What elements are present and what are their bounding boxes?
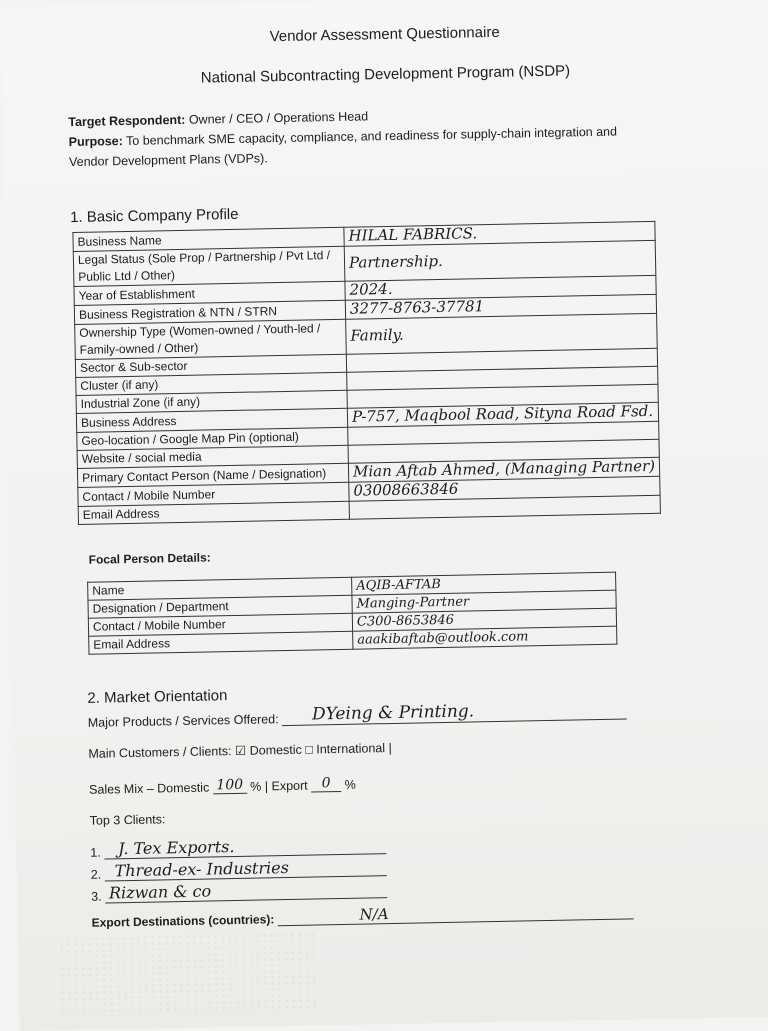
field-label: Ownership Type (Women-owned / Youth-led / Family-owned / Other) [75, 319, 347, 359]
field-label: Email Address [89, 631, 353, 654]
domestic-option: Domestic [249, 742, 302, 758]
focal-heading: Focal Person Details: [88, 550, 211, 567]
export-label: Export Destinations (countries): [91, 912, 275, 930]
products-field [282, 701, 627, 726]
handwritten-entry: Mian Aftab Ahmed, (Managing Partner) [352, 456, 656, 481]
sales-end-label: % [344, 777, 356, 792]
program-title: National Subcontracting Development Program (NSDP) [200, 62, 571, 87]
sales-domestic-value: 100 [213, 777, 247, 795]
company-profile-table [72, 221, 661, 525]
sales-export-value: 0 [311, 775, 341, 793]
handwritten-entry: P-757, Maqbool Road, Sityna Road Fsd. [351, 401, 654, 426]
intro-block [68, 101, 669, 173]
field-label: Business Name [73, 227, 344, 251]
field-label: Primary Contact Person (Name / Designation) [77, 463, 348, 487]
purpose-line-2: Vendor Development Plans (VDPs). [68, 151, 268, 170]
international-option: International | [316, 740, 392, 757]
field-label: Email Address [78, 501, 349, 524]
handwritten-entry: Family. [350, 325, 405, 345]
field-label: Website / social media [77, 445, 348, 468]
handwritten-entry: 3277-8763-37781 [349, 297, 485, 318]
handwritten-entry: HILAL FABRICS. [348, 224, 478, 245]
handwritten-entry: aaakibaftab@outlook.com [357, 629, 529, 648]
client-number: 1. [90, 845, 101, 860]
products-value: DYeing & Printing. [311, 701, 475, 725]
client-number: 2. [90, 867, 102, 882]
sales-mid-label: % | Export [250, 778, 308, 794]
client-name: Thread-ex- Industries [104, 856, 386, 881]
field-label: Industrial Zone (if any) [76, 390, 347, 413]
target-label: Target Respondent: [68, 112, 186, 130]
sales-label: Sales Mix – Domestic [88, 780, 210, 797]
handwritten-entry: Partnership. [348, 251, 443, 272]
field-value [353, 626, 617, 649]
field-label: Geo-location / Google Map Pin (optional) [77, 427, 348, 450]
client-name: J. Tex Exports. [104, 834, 386, 859]
field-label: Contact / Mobile Number [78, 482, 349, 506]
field-label: Business Registration & NTN / STRN [74, 300, 345, 324]
field-label: Cluster (if any) [76, 372, 347, 395]
section-1-heading: 1. Basic Company Profile [69, 205, 239, 227]
products-label: Major Products / Services Offered: [87, 712, 279, 730]
sales-mix-row [89, 775, 356, 797]
handwritten-entry: AQIB-AFTAB [356, 577, 442, 594]
export-value: N/A [359, 905, 389, 924]
client-row-3 [91, 878, 401, 904]
products-row [88, 701, 628, 729]
international-checkbox: □ [305, 742, 313, 757]
customers-label: Main Customers / Clients: [88, 744, 232, 761]
field-label: Business Address [76, 408, 347, 432]
handwritten-entry: 03008663846 [353, 479, 459, 500]
field-label: Sector & Sub-sector [75, 354, 346, 377]
field-label: Year of Establishment [74, 281, 345, 305]
export-field [277, 903, 633, 926]
export-row [91, 903, 633, 929]
top-clients-label: Top 3 Clients: [89, 812, 166, 828]
customers-row [88, 740, 392, 761]
handwritten-entry: Manging-Partner [356, 594, 470, 612]
handwritten-entry: C300-8653846 [356, 612, 455, 630]
purpose-label: Purpose: [68, 134, 123, 150]
field-value [344, 240, 656, 281]
document-title: Vendor Assessment Questionnaire [269, 23, 500, 46]
section-2-heading: 2. Market Orientation [87, 687, 228, 707]
scan-speckle [58, 931, 319, 1016]
client-name: Rizwan & co [105, 878, 387, 903]
field-label: Legal Status (Sole Prop / Partnership / Pvt Ltd / Public Ltd / Other) [73, 246, 345, 286]
target-value: Owner / CEO / Operations Head [188, 109, 369, 127]
field-label: Contact / Mobile Number [88, 613, 352, 636]
focal-person-table [87, 572, 617, 655]
domestic-checkbox: ☑ [234, 743, 247, 758]
field-label: Designation / Department [88, 595, 352, 618]
client-number: 3. [91, 889, 102, 904]
field-label: Name [88, 577, 352, 600]
field-value [346, 313, 658, 354]
handwritten-entry: 2024. [349, 279, 393, 299]
purpose-value: To benchmark SME capacity, compliance, and readiness for supply-chain integration and [125, 124, 618, 148]
